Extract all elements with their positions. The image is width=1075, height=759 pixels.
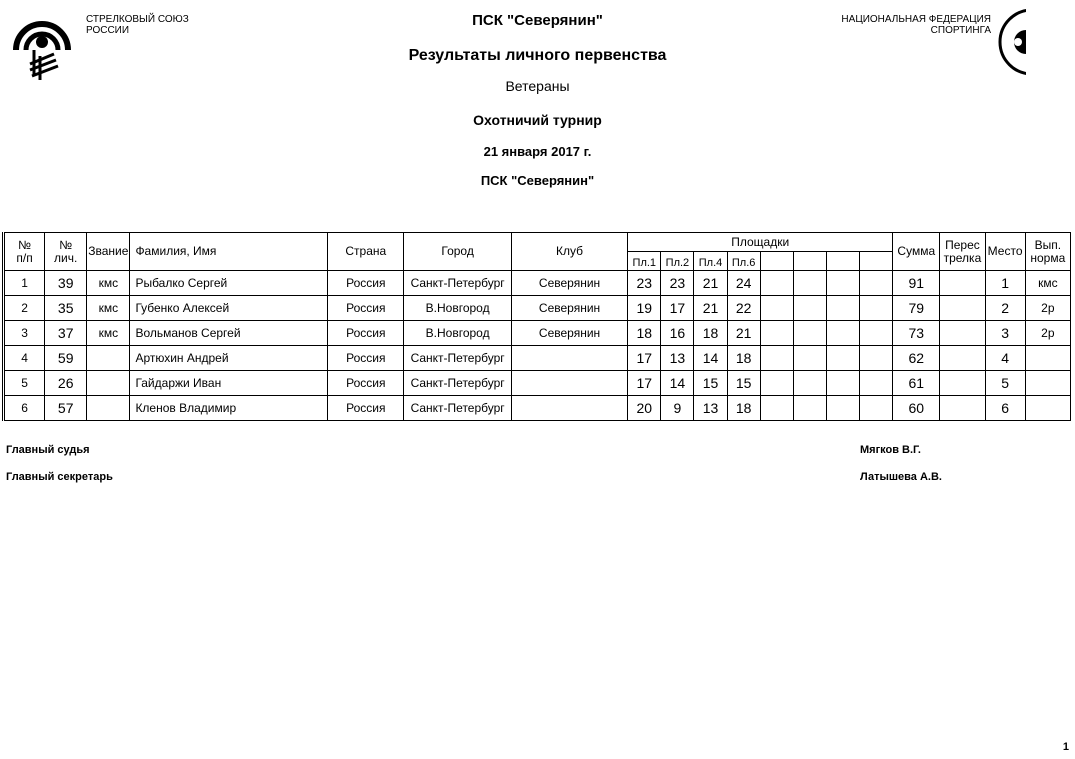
table-row xyxy=(4,321,1071,346)
cell-shootoff xyxy=(940,296,985,321)
cell-name: Вольманов Сергей xyxy=(130,321,328,346)
cell-shootoff xyxy=(940,346,985,371)
org-right-line2: СПОРТИНГА xyxy=(930,25,991,36)
platform-header: Пл.1 xyxy=(628,252,661,271)
cell-score: 17 xyxy=(628,346,661,371)
cell-score-empty xyxy=(760,371,793,396)
col-personal-header: № лич. xyxy=(45,233,87,271)
cell-num: 3 xyxy=(4,321,45,346)
cell-score: 23 xyxy=(628,271,661,296)
col-num-header: № п/п xyxy=(4,233,45,271)
cell-name: Рыбалко Сергей xyxy=(130,271,328,296)
cell-city: Санкт-Петербург xyxy=(404,371,511,396)
cell-norm xyxy=(1025,396,1070,421)
page-title: Результаты личного первенства xyxy=(408,47,667,64)
cell-score: 18 xyxy=(727,396,760,421)
cell-score: 13 xyxy=(661,346,694,371)
cell-place: 4 xyxy=(985,346,1025,371)
cell-shootoff xyxy=(940,271,985,296)
cell-score-empty xyxy=(826,396,859,421)
cell-score: 13 xyxy=(694,396,727,421)
cell-score: 15 xyxy=(727,371,760,396)
cell-country: Россия xyxy=(328,396,404,421)
table-row xyxy=(4,346,1071,371)
cell-city: В.Новгород xyxy=(404,321,511,346)
col-rank-header: Звание xyxy=(87,233,130,271)
cell-club: Северянин xyxy=(511,321,627,346)
cell-score: 17 xyxy=(628,371,661,396)
table-row xyxy=(4,296,1071,321)
cell-sum: 60 xyxy=(893,396,940,421)
event-date: 21 января 2017 г. xyxy=(483,144,592,159)
cell-place: 5 xyxy=(985,371,1025,396)
cell-rank xyxy=(87,371,130,396)
org-left-line2: РОССИИ xyxy=(86,25,130,36)
col-country-header: Страна xyxy=(328,233,404,271)
page-number: 1 xyxy=(1062,741,1069,753)
cell-score: 23 xyxy=(661,271,694,296)
header-row xyxy=(4,233,1071,252)
cell-country: Россия xyxy=(328,271,404,296)
cell-score-empty xyxy=(826,321,859,346)
judge-name: Мягков В.Г. xyxy=(860,444,921,456)
cell-score: 18 xyxy=(694,321,727,346)
cell-score-empty xyxy=(860,346,893,371)
cell-score: 18 xyxy=(628,321,661,346)
cell-place: 6 xyxy=(985,396,1025,421)
cell-rank xyxy=(87,396,130,421)
cell-personal: 57 xyxy=(45,396,87,421)
judge-label: Главный судья xyxy=(6,444,90,456)
cell-score-empty xyxy=(860,271,893,296)
cell-place: 1 xyxy=(985,271,1025,296)
cell-score-empty xyxy=(793,371,826,396)
cell-score: 20 xyxy=(628,396,661,421)
cell-sum: 91 xyxy=(893,271,940,296)
org-left-line1: СТРЕЛКОВЫЙ СОЮЗ xyxy=(86,14,189,25)
cell-club: Северянин xyxy=(511,296,627,321)
cell-personal: 35 xyxy=(45,296,87,321)
col-shootoff-header: Перестрелка xyxy=(940,233,985,271)
table-row xyxy=(4,371,1071,396)
platform-header: Пл.2 xyxy=(661,252,694,271)
cell-shootoff xyxy=(940,396,985,421)
cell-score: 18 xyxy=(727,346,760,371)
platform-header: Пл.4 xyxy=(694,252,727,271)
table-row xyxy=(4,396,1071,421)
secretary-label: Главный секретарь xyxy=(6,471,113,483)
cell-score-empty xyxy=(860,371,893,396)
cell-score-empty xyxy=(760,346,793,371)
cell-score-empty xyxy=(760,396,793,421)
cell-score-empty xyxy=(760,321,793,346)
cell-norm: кмс xyxy=(1025,271,1070,296)
cell-score: 17 xyxy=(661,296,694,321)
col-name-header: Фамилия, Имя xyxy=(130,233,328,271)
cell-city: Санкт-Петербург xyxy=(404,396,511,421)
platform-header xyxy=(860,252,893,271)
cell-country: Россия xyxy=(328,371,404,396)
cell-personal: 37 xyxy=(45,321,87,346)
cell-num: 2 xyxy=(4,296,45,321)
cell-norm: 2р xyxy=(1025,321,1070,346)
cell-place: 2 xyxy=(985,296,1025,321)
cell-norm xyxy=(1025,346,1070,371)
cell-score-empty xyxy=(860,321,893,346)
col-platforms-header: Площадки xyxy=(628,233,893,252)
cell-norm xyxy=(1025,371,1070,396)
cell-club xyxy=(511,396,627,421)
category: Ветераны xyxy=(505,78,570,94)
cell-rank: кмс xyxy=(87,271,130,296)
cell-score-empty xyxy=(860,296,893,321)
cell-score-empty xyxy=(826,296,859,321)
org-right-line1: НАЦИОНАЛЬНАЯ ФЕДЕРАЦИЯ xyxy=(841,14,991,25)
cell-score-empty xyxy=(793,396,826,421)
cell-city: Санкт-Петербург xyxy=(404,346,511,371)
cell-shootoff xyxy=(940,371,985,396)
cell-sum: 79 xyxy=(893,296,940,321)
col-place-header: Место xyxy=(985,233,1025,271)
table-row xyxy=(4,271,1071,296)
cell-name: Кленов Владимир xyxy=(130,396,328,421)
club-heading: ПСК "Северянин" xyxy=(472,12,603,29)
cell-score: 21 xyxy=(694,271,727,296)
cell-sum: 61 xyxy=(893,371,940,396)
cell-country: Россия xyxy=(328,296,404,321)
platform-header: Пл.6 xyxy=(727,252,760,271)
cell-sum: 73 xyxy=(893,321,940,346)
cell-score: 19 xyxy=(628,296,661,321)
cell-score: 9 xyxy=(661,396,694,421)
cell-rank: кмс xyxy=(87,321,130,346)
cell-score-empty xyxy=(760,271,793,296)
cell-score-empty xyxy=(793,296,826,321)
cell-score-empty xyxy=(793,346,826,371)
cell-country: Россия xyxy=(328,346,404,371)
cell-score-empty xyxy=(826,371,859,396)
cell-personal: 39 xyxy=(45,271,87,296)
cell-score: 15 xyxy=(694,371,727,396)
cell-rank: кмс xyxy=(87,296,130,321)
platform-header xyxy=(760,252,793,271)
cell-country: Россия xyxy=(328,321,404,346)
cell-sum: 62 xyxy=(893,346,940,371)
cell-score-empty xyxy=(760,296,793,321)
cell-name: Губенко Алексей xyxy=(130,296,328,321)
cell-score-empty xyxy=(793,321,826,346)
cell-score-empty xyxy=(826,271,859,296)
platform-header xyxy=(826,252,859,271)
cell-rank xyxy=(87,346,130,371)
cell-name: Артюхин Андрей xyxy=(130,346,328,371)
cell-score: 16 xyxy=(661,321,694,346)
cell-personal: 26 xyxy=(45,371,87,396)
cell-score: 24 xyxy=(727,271,760,296)
results-table xyxy=(2,232,1071,421)
cell-club: Северянин xyxy=(511,271,627,296)
platform-header xyxy=(793,252,826,271)
cell-score-empty xyxy=(793,271,826,296)
cell-norm: 2р xyxy=(1025,296,1070,321)
cell-personal: 59 xyxy=(45,346,87,371)
secretary-name: Латышева А.В. xyxy=(860,471,942,483)
cell-score: 22 xyxy=(727,296,760,321)
cell-club xyxy=(511,346,627,371)
cell-score: 21 xyxy=(727,321,760,346)
cell-score-empty xyxy=(860,396,893,421)
col-sum-header: Сумма xyxy=(893,233,940,271)
cell-shootoff xyxy=(940,321,985,346)
cell-name: Гайдаржи Иван xyxy=(130,371,328,396)
cell-num: 5 xyxy=(4,371,45,396)
col-club-header: Клуб xyxy=(511,233,627,271)
cell-score-empty xyxy=(826,346,859,371)
col-city-header: Город xyxy=(404,233,511,271)
cell-score: 21 xyxy=(694,296,727,321)
cell-score: 14 xyxy=(694,346,727,371)
col-norm-header: Вып. норма xyxy=(1025,233,1070,271)
cell-score: 14 xyxy=(661,371,694,396)
cell-num: 1 xyxy=(4,271,45,296)
cell-city: В.Новгород xyxy=(404,296,511,321)
tournament-name: Охотничий турнир xyxy=(473,112,602,128)
event-place: ПСК "Северянин" xyxy=(480,173,595,188)
cell-city: Санкт-Петербург xyxy=(404,271,511,296)
cell-place: 3 xyxy=(985,321,1025,346)
cell-num: 4 xyxy=(4,346,45,371)
cell-num: 6 xyxy=(4,396,45,421)
cell-club xyxy=(511,371,627,396)
